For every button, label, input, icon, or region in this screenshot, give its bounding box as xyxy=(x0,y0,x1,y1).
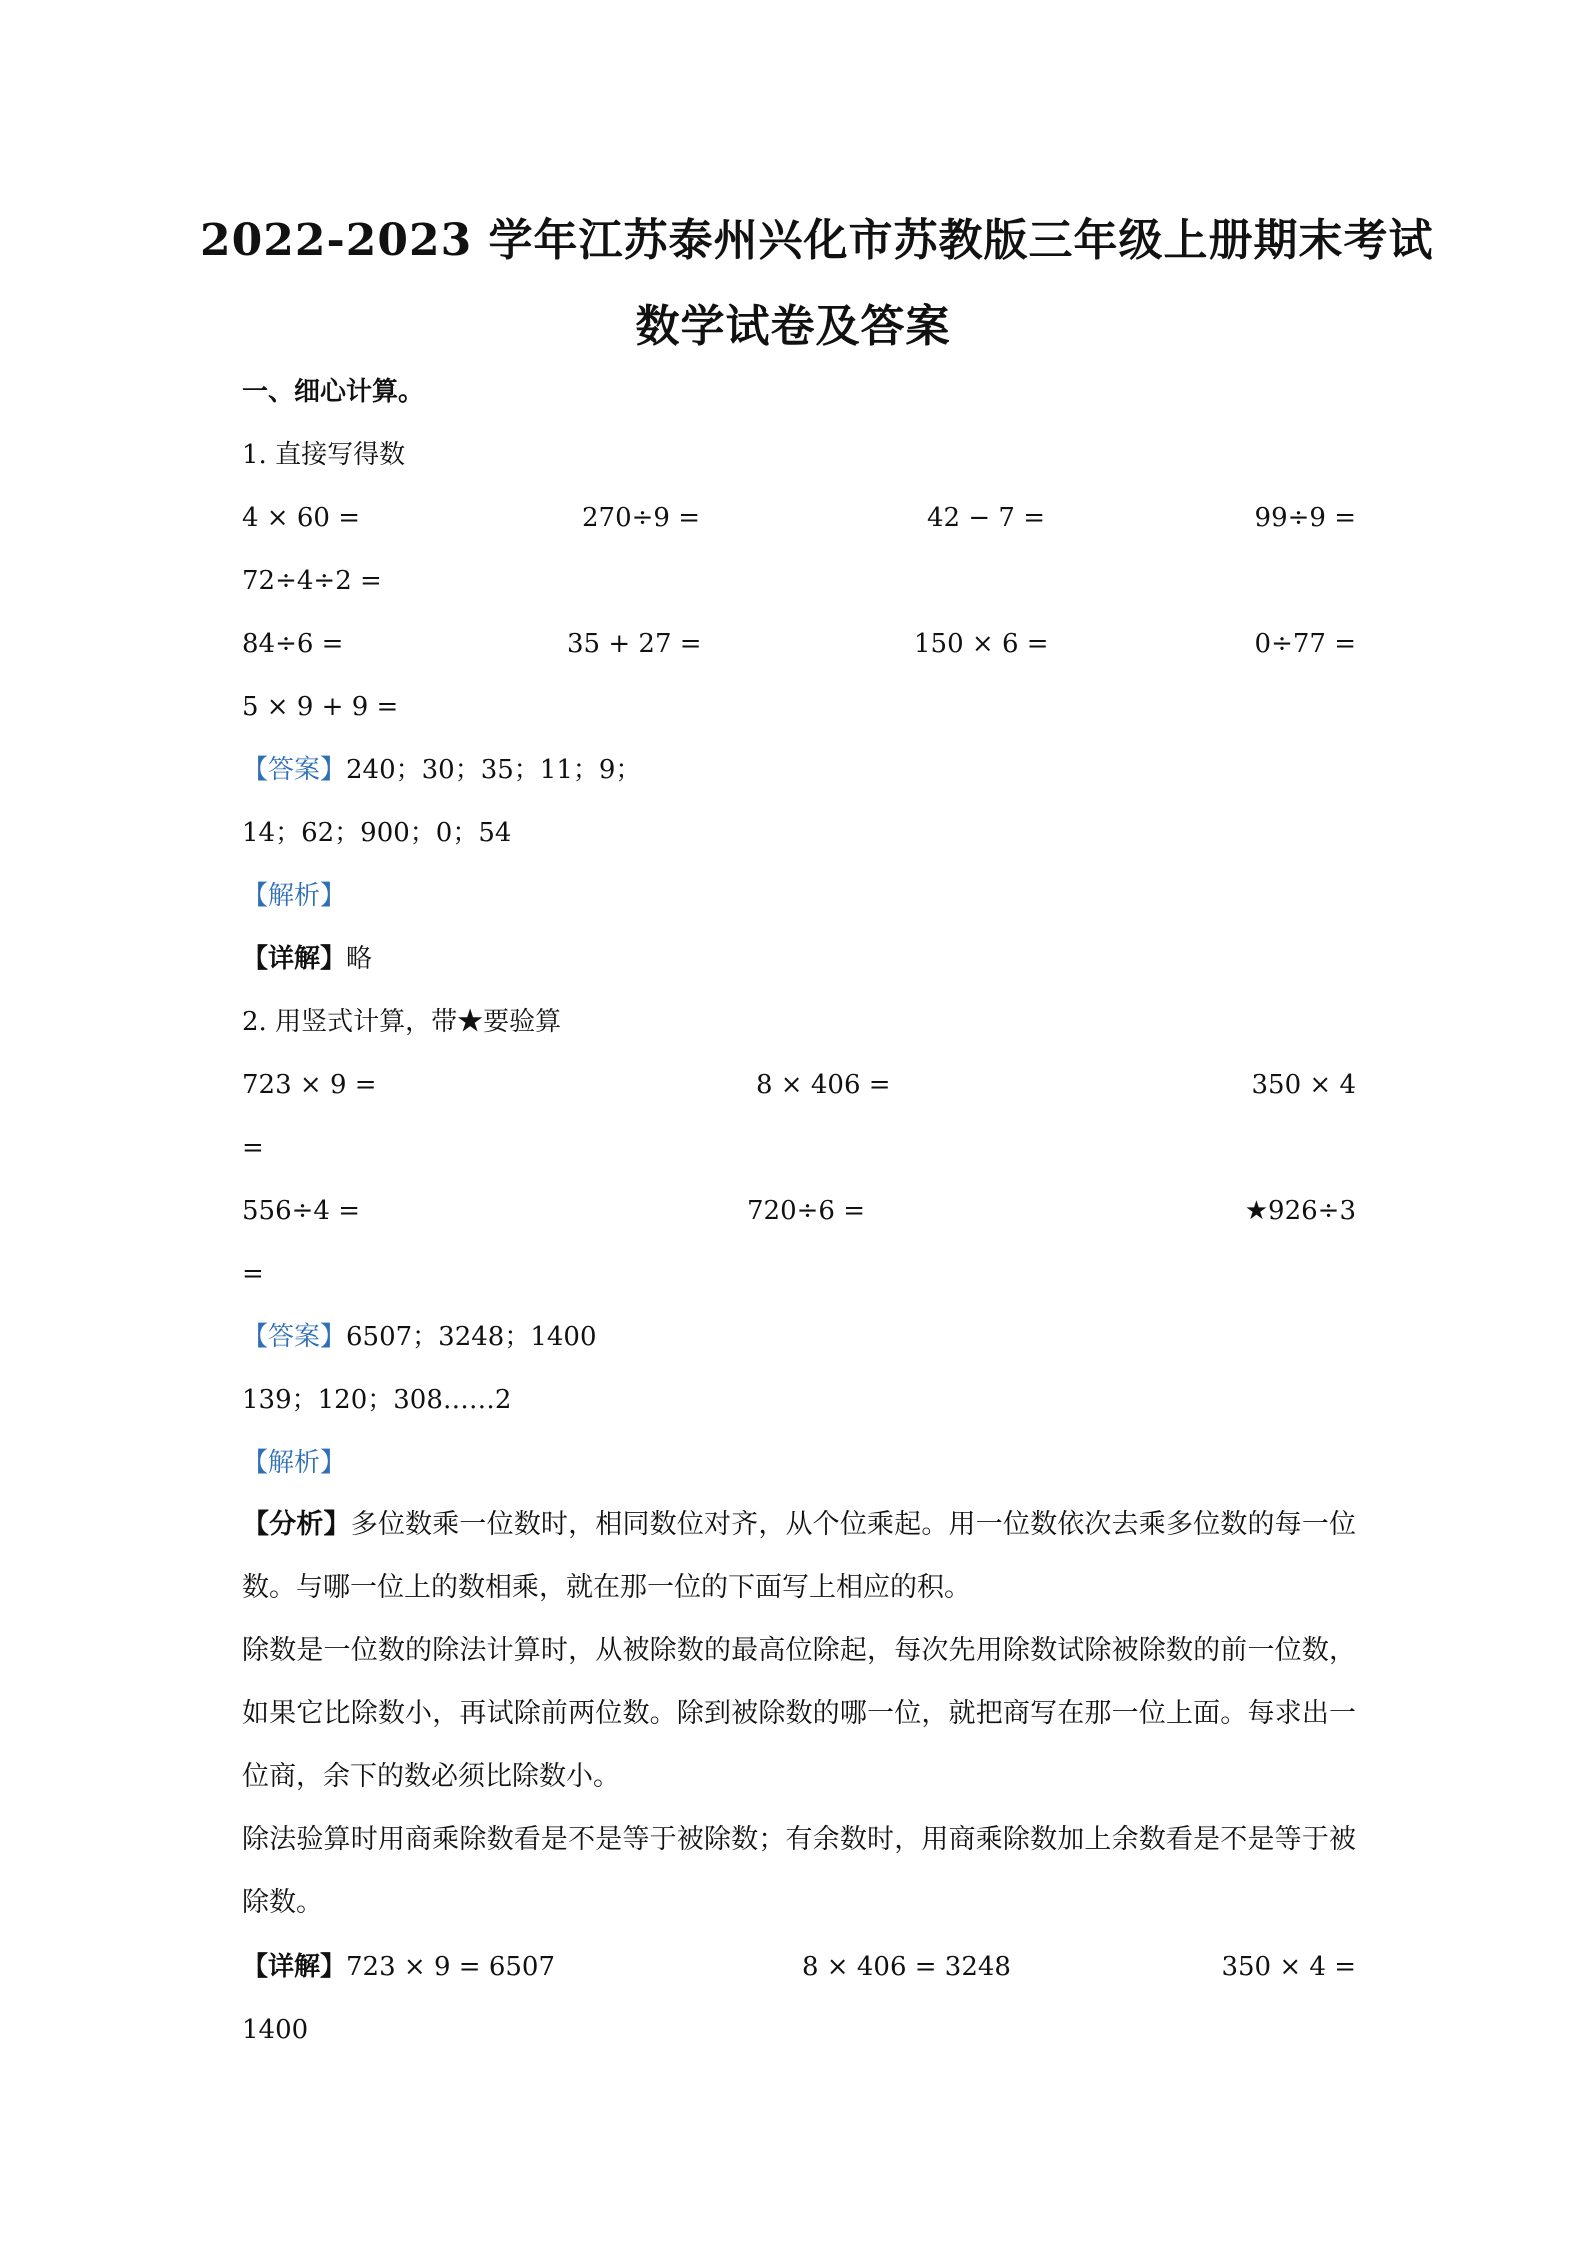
q1-detail xyxy=(242,942,372,976)
q2-detail-continuation: 1400 xyxy=(242,2015,309,2045)
q2-problem: ★926÷3 xyxy=(1244,1196,1356,1226)
detail-result: 723 × 9 = 6507 xyxy=(346,1952,555,1982)
q2-problem: 556÷4 = xyxy=(242,1196,361,1226)
analysis-text: 多位数乘一位数时，相同数位对齐，从个位乘起。用一位数依次去乘多位数的每一位数。与哪一位上的数相乘，就在那一位的下面写上相应的积。 xyxy=(242,1509,1357,1603)
q1-problem: 72÷4÷2 = xyxy=(242,566,382,596)
q1-problem: 35 + 27 = xyxy=(567,629,702,659)
q1-problem: 0÷77 = xyxy=(1254,629,1356,659)
q1-problem: 150 × 6 = xyxy=(914,629,1049,659)
q2-answer xyxy=(242,1320,597,1354)
q2-answer-line-2: 139；120；308……2 xyxy=(242,1385,512,1415)
answer-label: 【答案】 xyxy=(242,1322,347,1352)
q1-answer-line-2: 14；62；900；0；54 xyxy=(242,818,512,848)
q2-analysis-paragraph-3: 除法验算时用商乘除数看是不是等于被除数；有余数时，用商乘除数加上余数看是不是等于被除数。 xyxy=(242,1824,1356,1918)
detail-label: 【详解】 xyxy=(242,1952,347,1982)
analysis-label: 【分析】 xyxy=(242,1509,351,1540)
q2-problem: 8 × 406 = xyxy=(756,1070,891,1100)
q2-problem-row-1 xyxy=(242,1068,1356,1102)
answer-text: 6507；3248；1400 xyxy=(346,1322,597,1352)
document-title-line-1: 2022-2023 学年江苏泰州兴化市苏教版三年级上册期末考试 xyxy=(200,215,1434,266)
q2-problem-continuation: = xyxy=(242,1259,264,1289)
q1-problem: 5 × 9 + 9 = xyxy=(242,692,399,722)
q2-problem: 723 × 9 = xyxy=(242,1070,377,1100)
q2-analysis-paragraph-1 xyxy=(242,1493,1356,1619)
q1-analysis-label: 【解析】 xyxy=(242,881,347,911)
q1-problem-row-1 xyxy=(242,501,1356,535)
q1-answer xyxy=(242,753,641,787)
q1-problem-row-3 xyxy=(242,627,1356,661)
q1-problem: 99÷9 = xyxy=(1254,503,1356,533)
detail-result: 8 × 406 = 3248 xyxy=(802,1952,1011,1982)
answer-label: 【答案】 xyxy=(242,755,347,785)
q2-problem: 350 × 4 xyxy=(1251,1070,1356,1100)
detail-result: 350 × 4 = xyxy=(1221,1952,1356,1982)
q1-problem: 4 × 60 = xyxy=(242,503,360,533)
q2-detail-row xyxy=(242,1950,1356,1984)
q1-problem: 270÷9 = xyxy=(582,503,701,533)
section-heading: 一、细心计算。 xyxy=(242,377,425,407)
q2-problem-continuation: = xyxy=(242,1133,264,1163)
detail-label: 【详解】 xyxy=(242,944,347,974)
answer-text: 240；30；35；11；9； xyxy=(346,755,642,785)
detail-text: 略 xyxy=(346,944,373,974)
q2-analysis-paragraph-2: 除数是一位数的除法计算时，从被除数的最高位除起，每次先用除数试除被除数的前一位数，如果它比除数小，再试除前两位数。除到被除数的哪一位，就把商写在那一位上面。每求出一位商，余下的数必须比除数小。 xyxy=(242,1635,1356,1792)
question-2-title: 2. 用竖式计算，带★要验算 xyxy=(242,1007,562,1037)
q2-detail-first xyxy=(242,1950,555,1984)
question-1-title: 1. 直接写得数 xyxy=(242,440,406,470)
q1-problem: 42 − 7 = xyxy=(927,503,1045,533)
q1-problem: 84÷6 = xyxy=(242,629,344,659)
q2-analysis-label: 【解析】 xyxy=(242,1448,347,1478)
q2-problem: 720÷6 = xyxy=(747,1196,866,1226)
q2-problem-row-2 xyxy=(242,1194,1356,1228)
document-title-line-2: 数学试卷及答案 xyxy=(635,301,951,352)
